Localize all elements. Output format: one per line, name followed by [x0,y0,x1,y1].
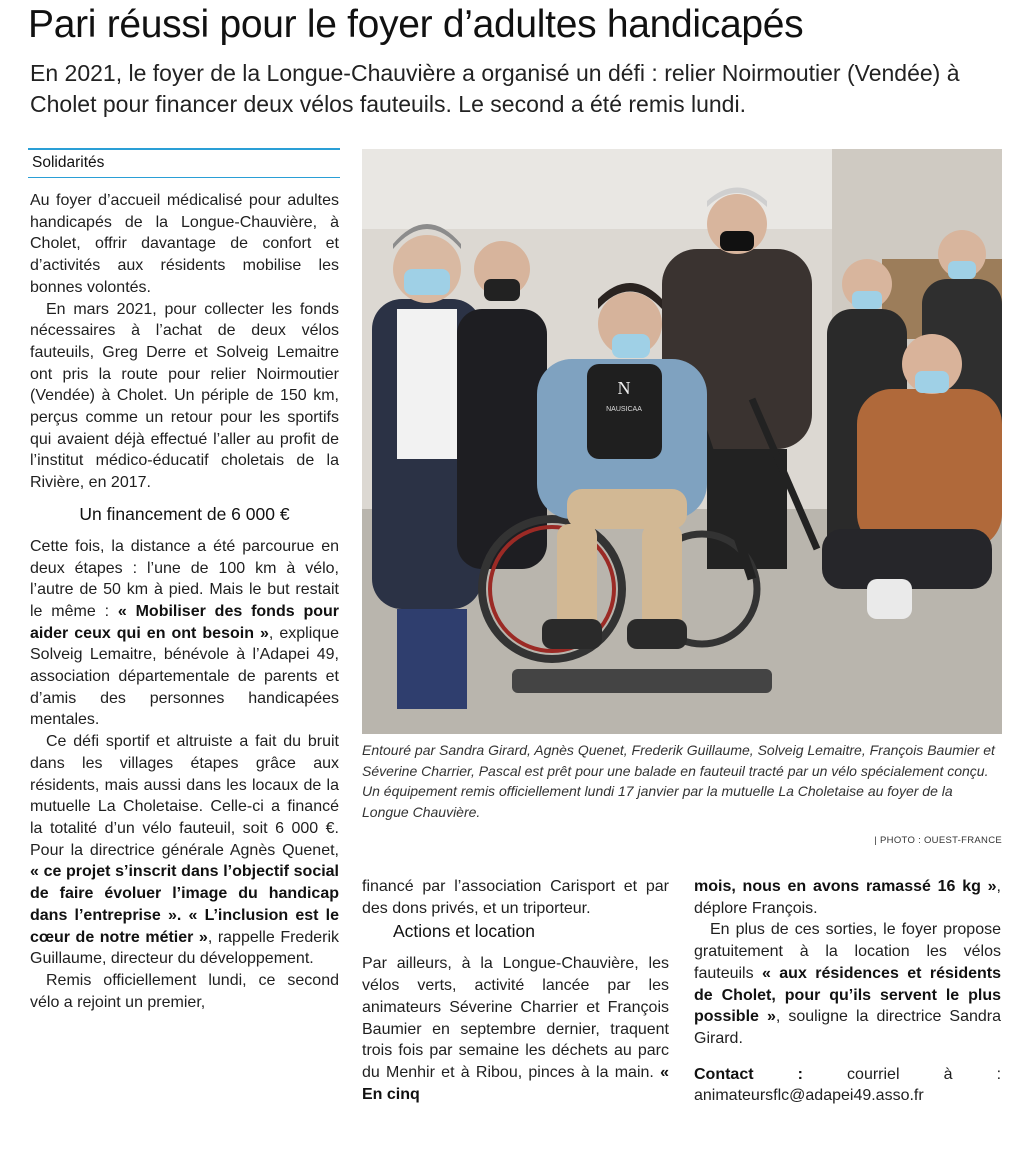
quote: « ce projet s’inscrit dans l’objectif social de faire évoluer l’image du handicap dans l’entreprise ». « L’inclusion est le cœur de notre métier » [30,863,339,946]
text-run: , explique Solveig Lemaitre, bénévole à l’Adapei 49, association départementale de parents et d’amis des personnes handicapées mentales. [30,624,339,729]
text-run: , souligne la directrice Sandra Girard. [694,1008,1001,1047]
article-photo [362,149,1002,734]
text-run: , rappelle Frederik Guillaume, directeur du développement. [30,928,339,968]
paragraph [694,919,1001,1049]
headline: Pari réussi pour le foyer d’adultes handicapés [28,3,804,46]
quote: mois, nous en avons ramassé 16 kg » [694,878,997,895]
paragraph: Remis officiellement lundi, ce second vélo a rejoint un premier, [30,971,339,1011]
contact-label: Contact : [694,1065,803,1083]
vest-logo: N [617,378,631,398]
photo-caption: Entouré par Sandra Girard, Agnès Quenet, Frederik Guillaume, Solveig Lemaitre, François Baumier et Séverine Charrier, Pascal est prêt pour une balade en fauteuil tracté par un vélo spécialement conçu. Un équipement remis officiellement lundi 17 janvier par la mutuelle La Choletaise au foyer de la Longue Chauvière. [362,742,995,820]
paragraph: financé par l’association Carisport et par des dons privés, et un triporteur. [362,878,669,917]
text-run: Cette fois, la distance a été parcourue en deux étapes : l’une de 100 km à vélo, l’autre de 50 km à pied. Mais le but restait le même : [30,537,339,620]
article-column-3 [694,876,1001,1107]
text-run: En plus de ces sorties, le foyer propose gratuitement à la location les vélos fauteuils [694,921,1001,982]
paragraph [30,536,339,731]
text-run: Par ailleurs, à la Longue-Chauvière, les vélos verts, activité lancée par les animateurs Séverine Charrier et François Baumier en septembre dernier, traquent trois fois par semaine les déchets au parc du Menhir et à Ribou, pinces à la main. [362,955,669,1081]
rubric-label: Solidarités [32,154,105,171]
photo-credit: | PHOTO : OUEST-FRANCE [874,835,1002,846]
quote: « En cinq [362,1063,669,1103]
article-column-1 [30,190,339,1013]
contact-line [694,1064,1001,1107]
section-rubric [28,148,340,178]
paragraph: Au foyer d’accueil médicalisé pour adultes handicapés de la Longue-Chauvière, à Cholet, offrir davantage de confort et d’activités aux résidents mobilise les bonnes volontés. [30,192,339,296]
paragraph: En mars 2021, pour collecter les fonds nécessaires à l’achat de deux vélos fauteuils, Greg Derre et Solveig Lemaitre ont pris la route pour relier Noirmoutier (Vendée) à Cholet. Un périple de 150 km, perçus comme un retour pour les sportifs qui avaient déjà effectué l’aller au profit de l’institut médico-éducatif choletais de la Rivière, en 2017. [30,300,339,492]
subheading: Actions et location [393,921,536,942]
paragraph [30,731,339,970]
quote: « Mobiliser des fonds pour aider ceux qui en ont besoin » [30,602,339,642]
paragraph [694,876,1001,919]
article-column-2 [362,876,669,1105]
paragraph [362,953,669,1105]
photo-illustration [362,149,1002,734]
contact-email[interactable]: courriel à : animateursflc@adapei49.asso.fr [694,1065,1002,1105]
vest-text: NAUSICAA [606,406,642,413]
deck-subtitle: En 2021, le foyer de la Longue-Chauvière a organisé un défi : relier Noirmoutier (Vendée) à Cholet pour financer deux vélos fauteuils. Le second a été remis lundi. [30,60,960,117]
text-run: Ce défi sportif et altruiste a fait du bruit dans les villages étapes grâce aux résidents, mais aussi dans les locaux de la mutuelle La Choletaise. Celle-ci a financé la totalité d’un vélo fauteuil, soit 6 000 €. Pour la directrice générale Agnès Quenet, [30,733,339,859]
subheading: Un financement de 6 000 € [79,503,290,524]
text-run: , déplore François. [694,878,1001,917]
quote: « aux résidences et résidents de Cholet, pour qu’ils servent le plus possible » [694,964,1001,1026]
